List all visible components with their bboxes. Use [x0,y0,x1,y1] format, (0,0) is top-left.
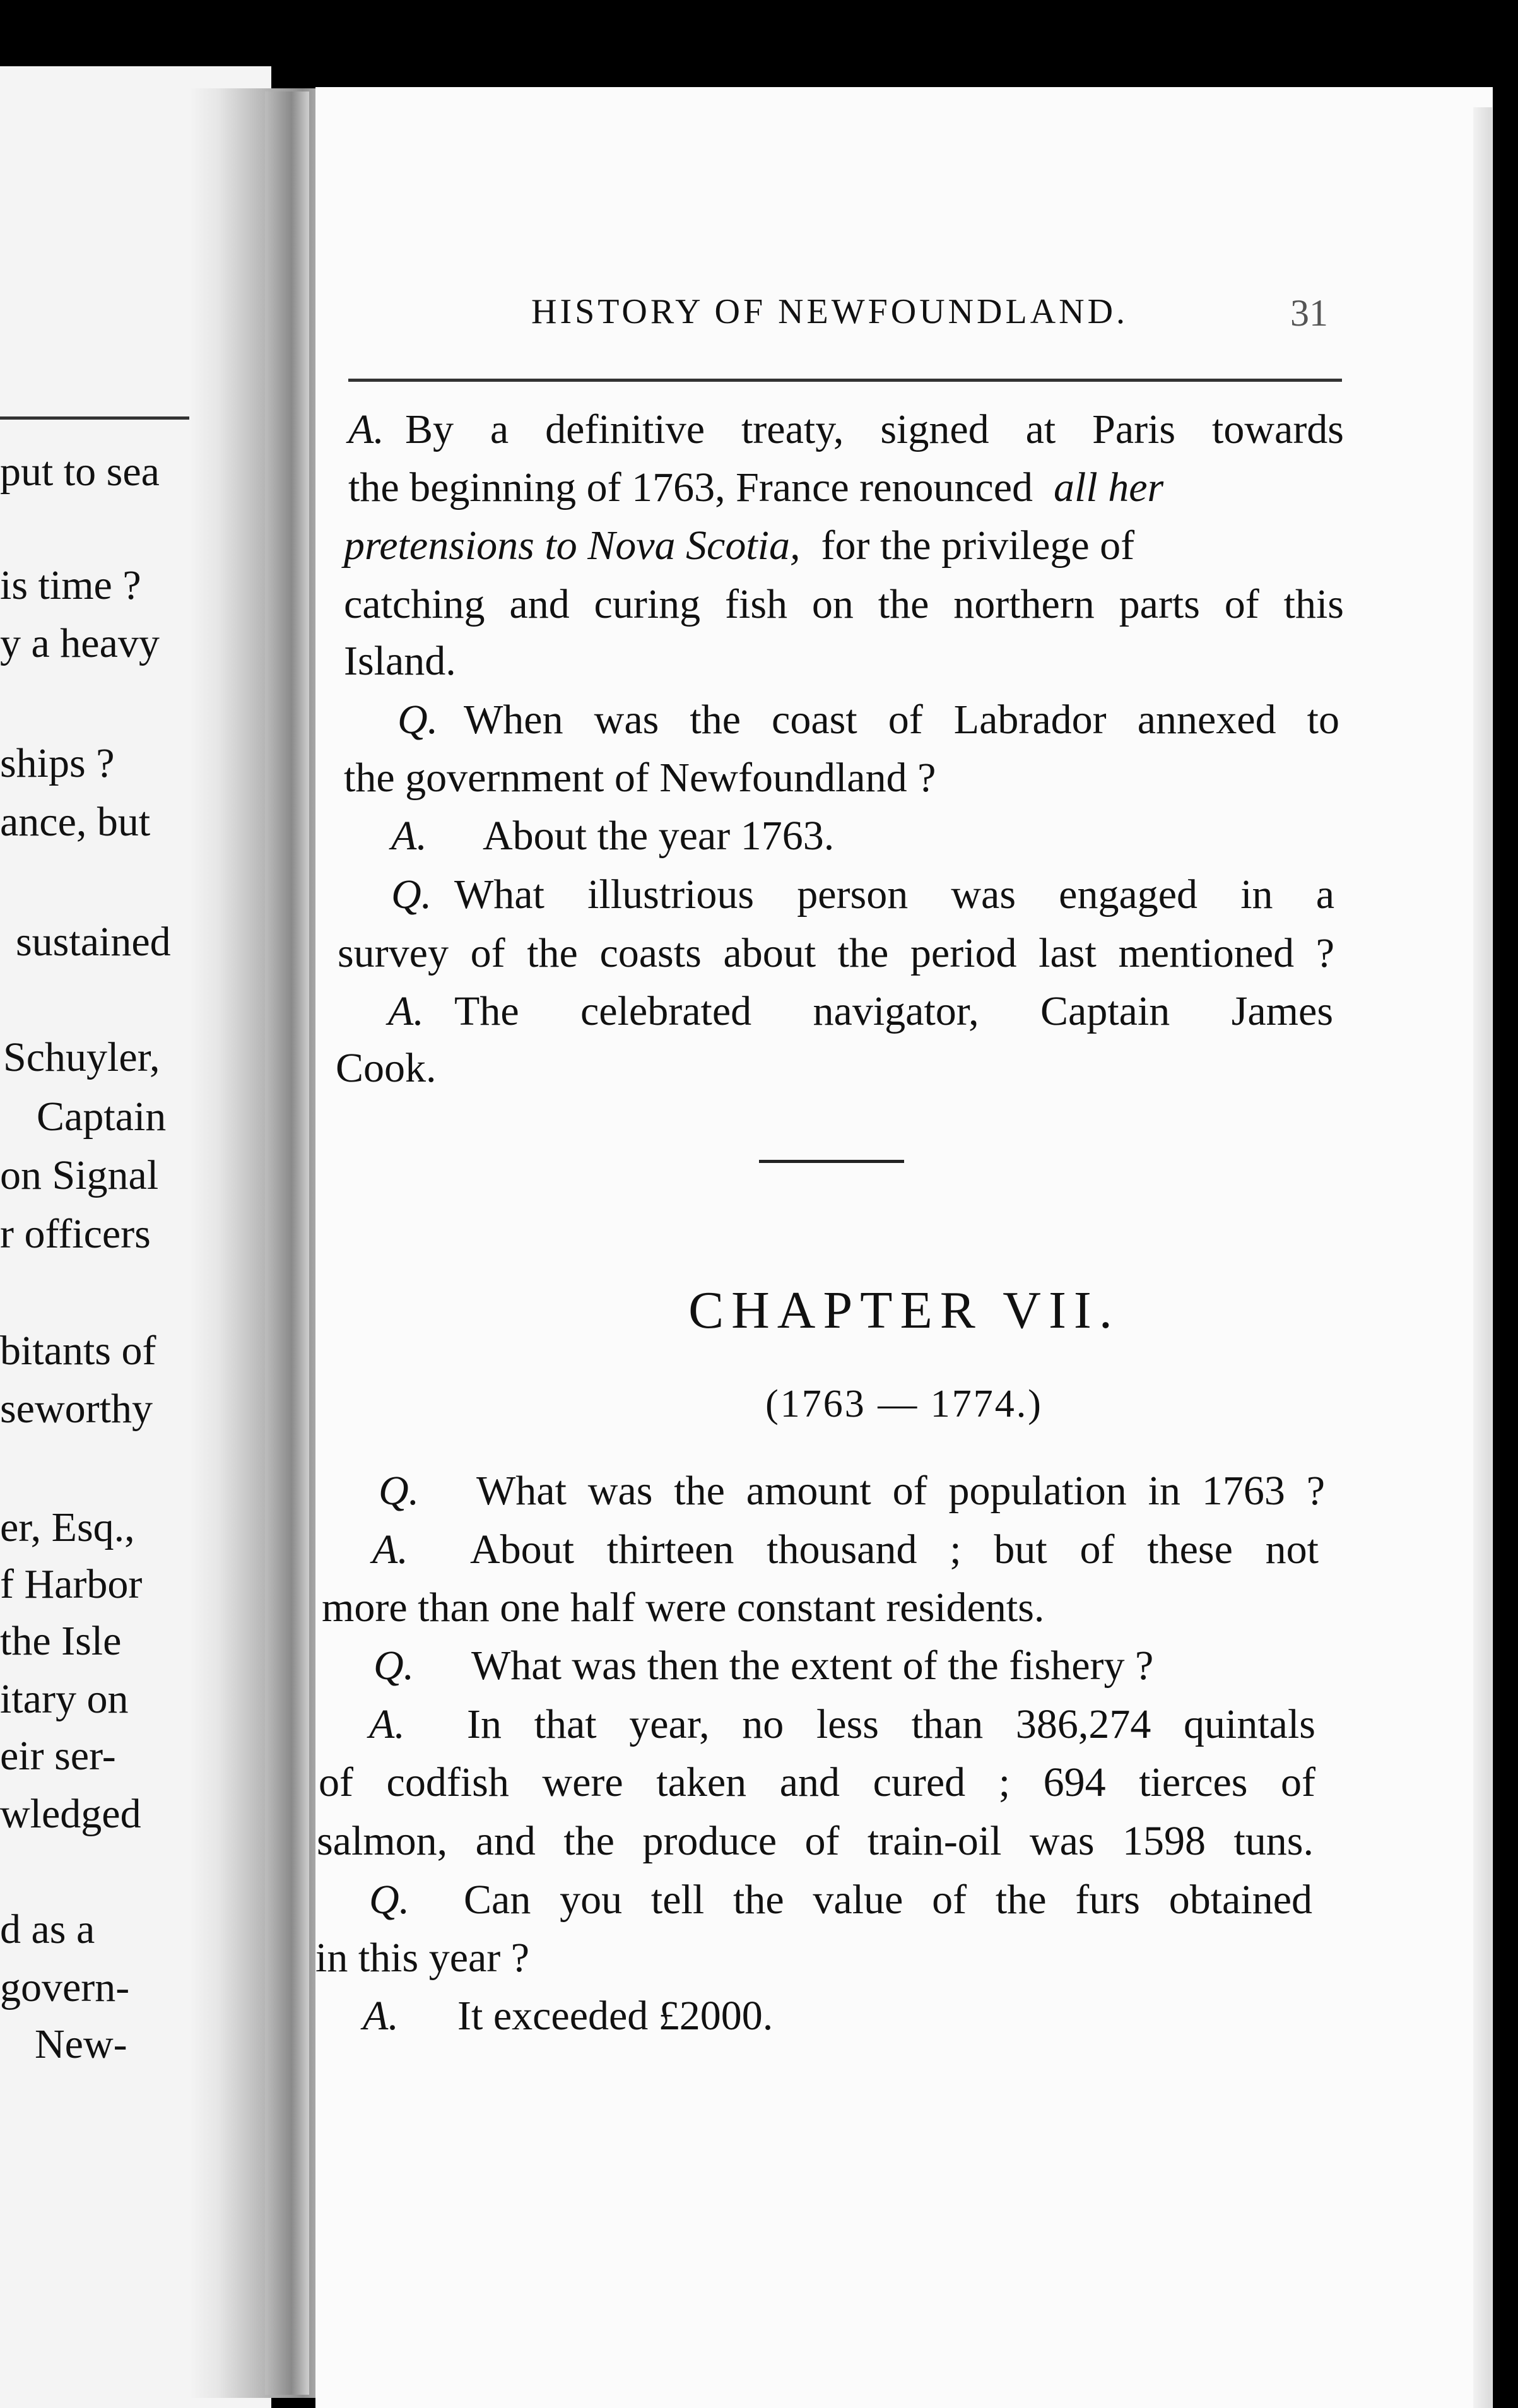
answer-label: A. [348,406,384,452]
left-page-line: New- [35,2021,127,2067]
question-text: What was the amount of population in 1763 ? [476,1468,1325,1514]
answer-label: A. [391,813,427,859]
answer-label: A. [388,988,424,1034]
chapter-dates: (1763 — 1774.) [765,1383,1043,1425]
question-line [344,699,1339,741]
answer-emphasis: all her [1054,464,1164,511]
answer-line [336,1045,1345,1091]
question-text: the government of Newfoundland ? [344,755,936,801]
header-rule [348,379,1342,382]
left-page-line: sustained [16,919,171,965]
answer-text: The celebrated navigator, Captain James [454,988,1333,1034]
left-page-line: bitants of [0,1328,156,1374]
question-line [315,1937,1325,1979]
left-page-line: the Isle [0,1618,122,1664]
left-page-line: govern- [0,1964,130,2010]
answer-line [391,815,1401,857]
answer-text: Cook. [336,1045,437,1091]
answer-text: Island. [344,638,456,684]
answer-line [344,640,1353,682]
answer-line [344,581,1344,627]
answer-text: salmon, and the produce of train-oil was 1598 tuns. [317,1818,1314,1864]
answer-line [338,988,1333,1034]
answer-line [319,1759,1315,1805]
left-page-line: y a heavy [0,620,160,666]
answer-text: for the privilege of [821,522,1135,569]
answer-line [369,1701,1315,1747]
answer-text: In that year, no less than 386,274 quintals [467,1701,1315,1747]
chapter-title: CHAPTER VII. [688,1281,1120,1340]
left-page-line: Captain [37,1094,167,1140]
left-page-line: ships ? [0,740,115,786]
answer-line [344,522,1344,569]
question-line [369,1879,1312,1921]
answer-line [348,406,1344,452]
right-page-edge [1473,107,1492,2408]
answer-text: By a definitive treaty, signed at Paris towards [405,406,1344,452]
question-label: Q. [391,871,432,918]
answer-text: It exceeded £2000. [457,1993,774,2039]
left-page-line: put to sea [0,449,160,495]
left-page-line: r officers [0,1211,151,1257]
question-label: Q. [379,1468,420,1514]
question-text: What was then the extent of the fishery ? [471,1643,1154,1689]
question-line [341,871,1334,918]
question-label: Q. [397,697,438,743]
answer-line [348,464,1344,511]
answer-text: About the year 1763. [483,813,835,859]
left-page-line: on Signal [0,1152,159,1198]
answer-line [317,1818,1314,1864]
question-line [379,1470,1325,1512]
left-page-line: itary on [0,1676,129,1722]
book-gutter-shadow [265,91,309,2395]
left-page-rule [0,416,221,420]
section-separator [759,1160,904,1163]
running-head: HISTORY OF NEWFOUNDLAND. [531,292,1129,331]
answer-line [363,1995,1372,2037]
answer-line [322,1587,1331,1629]
left-page-line: wledged [0,1791,141,1837]
left-page-line: Schuyler, [3,1034,160,1080]
answer-label: A. [363,1993,399,2039]
left-page-line: f Harbor [0,1561,143,1607]
answer-label: A. [369,1701,405,1747]
left-page-line: er, Esq., [0,1504,135,1550]
answer-text: catching and curing fish on the northern parts of this [344,581,1344,627]
left-page-line: d as a [0,1906,95,1952]
question-line [344,757,1353,799]
question-label: Q. [374,1643,415,1689]
question-text: Can you tell the value of the furs obtained [464,1877,1312,1923]
answer-line [372,1526,1319,1573]
answer-label: A. [372,1526,408,1573]
question-line [374,1645,1383,1687]
question-line [338,930,1334,976]
answer-text: of codfish were taken and cured ; 694 tierces of [319,1759,1315,1805]
question-text: What illustrious person was engaged in a [454,871,1334,918]
left-page-line: is time ? [0,562,141,608]
answer-text: About thirteen thousand ; but of these not [470,1526,1319,1573]
answer-text: the beginning of 1763, France renounced [348,464,1033,511]
book-gutter [189,88,334,2398]
question-label: Q. [369,1877,410,1923]
answer-emphasis: pretensions to Nova Scotia, [344,522,801,569]
question-text: When was the coast of Labrador annexed to [464,697,1339,743]
answer-text: more than one half were constant residents. [322,1585,1045,1631]
left-page-line: seworthy [0,1386,153,1432]
left-page-line: eir ser- [0,1733,116,1779]
question-text: in this year ? [315,1935,530,1981]
page-number: 31 [1290,292,1328,334]
left-page-line: ance, but [0,799,151,845]
question-text: survey of the coasts about the period last mentioned ? [338,930,1334,976]
